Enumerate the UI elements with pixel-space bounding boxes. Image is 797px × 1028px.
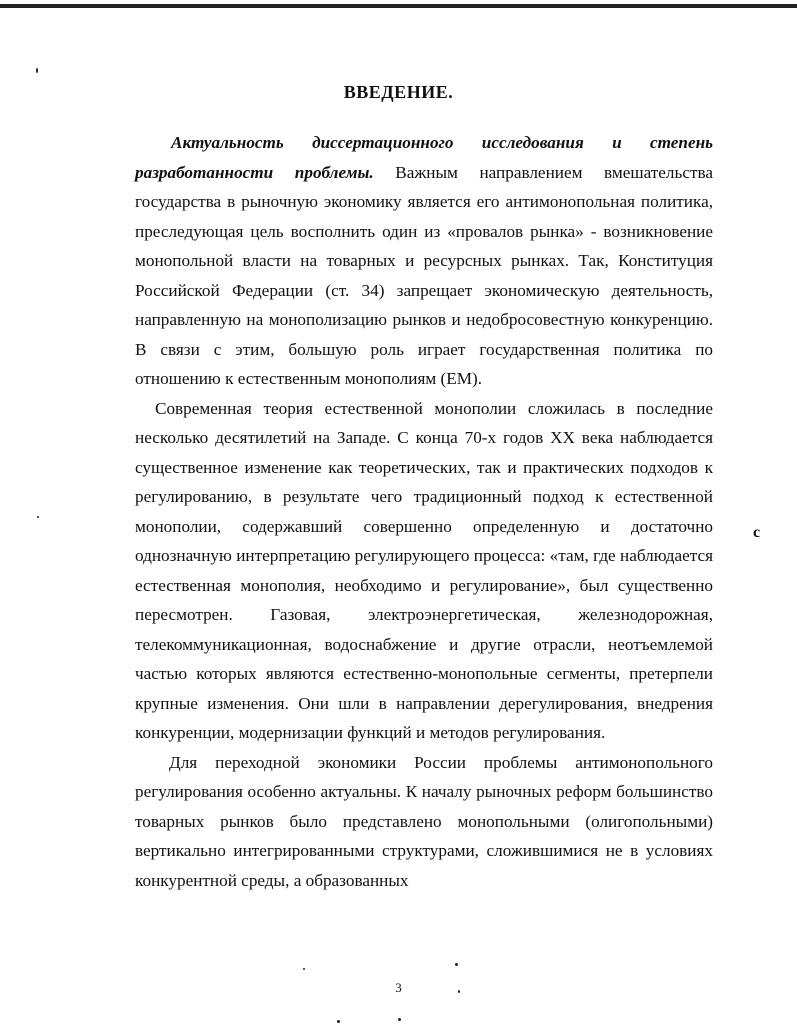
paragraph-text: Важным направлением вмешательства государства в рыночную экономику является его антимонопольная политика, преследующая цель восполнить один из «провалов рынка» - возникновение монопольной власти на товарных и ресурсных рынках. Так, Конституция Российской Федерации (ст. 34) запрещает экономическую деятельность, направленную на монополизацию рынков и недобросовестную конкуренцию. В связи с этим, большую роль играет государственная политика по отношению к естественным монополиям (ЕМ). xyxy=(135,162,713,388)
page-title: ВВЕДЕНИЕ. xyxy=(343,82,454,103)
scan-speck xyxy=(303,968,305,970)
document-body xyxy=(135,128,713,895)
page-number: 3 xyxy=(395,980,402,995)
scan-top-border xyxy=(0,4,797,8)
margin-mark: с xyxy=(753,524,761,541)
scan-speck xyxy=(337,1020,340,1023)
scan-speck xyxy=(37,516,39,518)
scan-speck xyxy=(398,1018,401,1021)
paragraph-relevance xyxy=(135,128,713,394)
paragraph-russia: Для переходной экономики России проблемы антимонопольного регулирования особенно актуальны. К началу рыночных реформ большинство товарных рынков было представлено монопольными (олигопольными) вертикально интегрированными структурами, сложившимися не в условиях конкурентной среды, а образованных xyxy=(135,752,713,890)
scan-speck xyxy=(458,990,460,993)
paragraph-theory: Современная теория естественной монополии сложилась в последние несколько десятилетий на Западе. С конца 70-х годов XX века наблюдается существенное изменение как теоретических, так и практических подходов к регулированию, в результате чего традиционный подход к естественной монополии, содержавший совершенно определенную и достаточно однозначную интерпретацию регулирующего процесса: «там, где наблюдается естественная монополия, необходимо и регулирование», был существенно пересмотрен. Газовая, электроэнергетическая, железнодорожная, телекоммуникационная, водоснабжение и другие отрасли, неотъемлемой частью которых являются естественно-монопольные сегменты, претерпели крупные изменения. Они шли в направлении дерегулирования, внедрения конкуренции, модернизации функций и методов регулирования. xyxy=(135,398,713,742)
paragraph-emphasis: Актуальность диссертационного исследования и степень разработанности проблемы. xyxy=(135,133,713,182)
scan-speck xyxy=(455,963,458,966)
scan-speck xyxy=(36,68,38,73)
